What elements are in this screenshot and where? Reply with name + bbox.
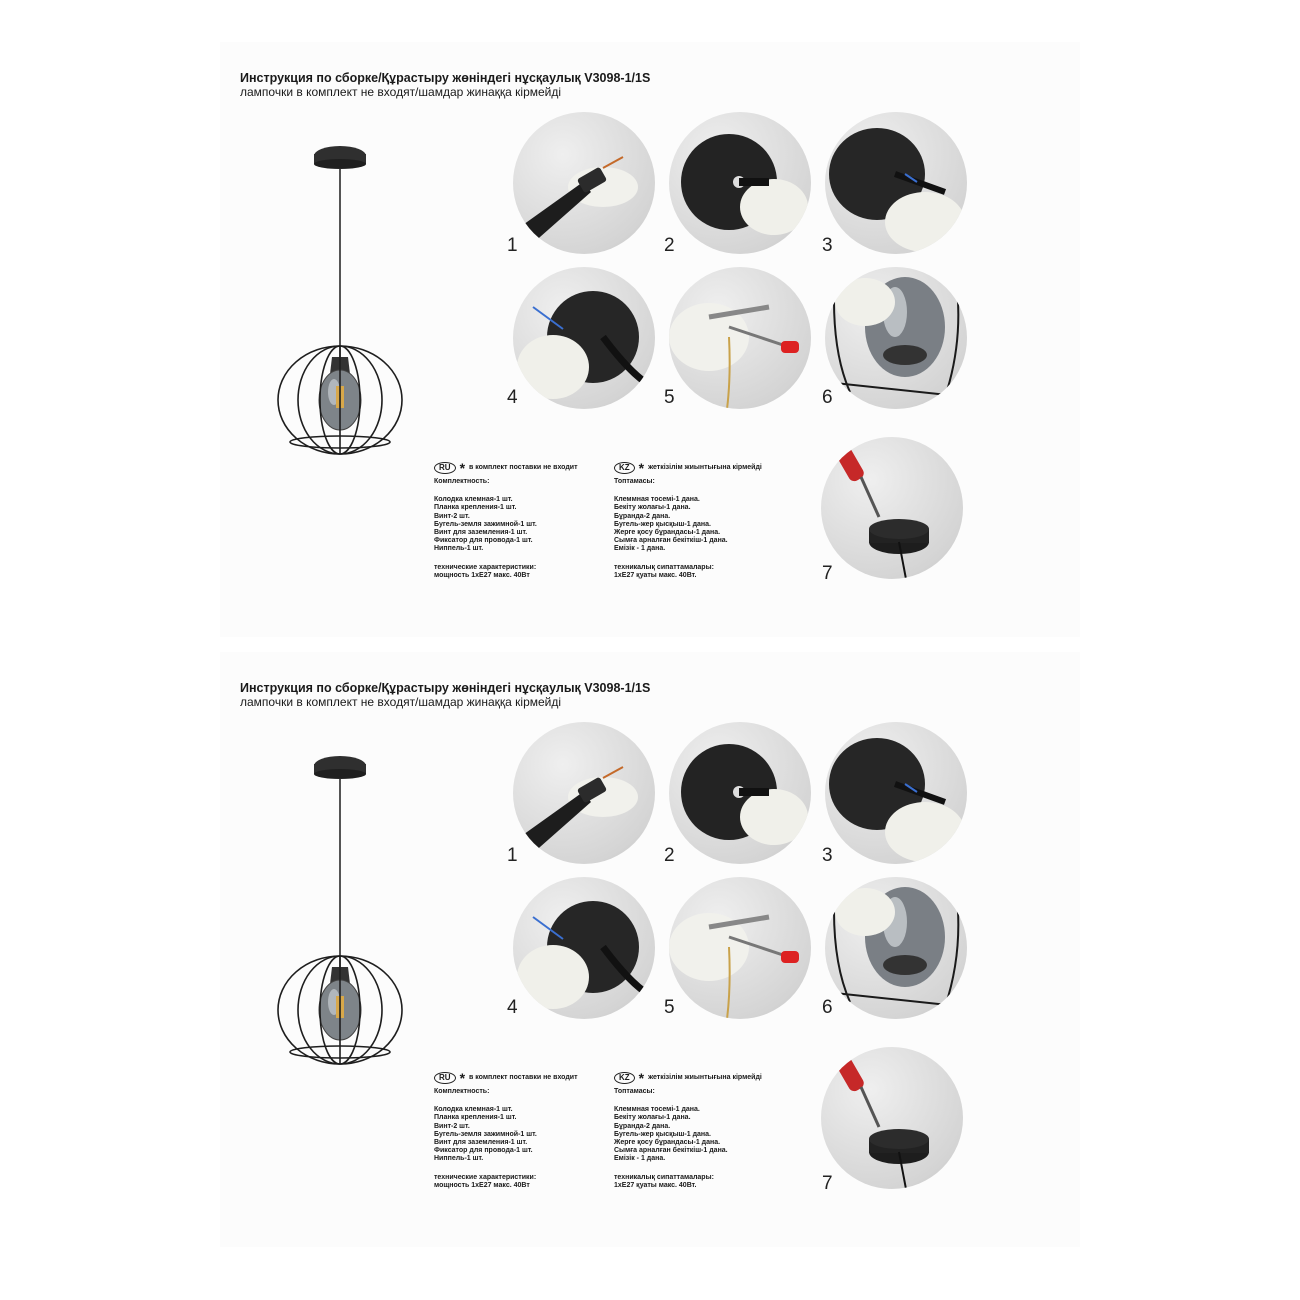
ru-kit-item: Винт для заземления-1 шт. <box>434 529 528 537</box>
step-7-photo <box>821 1047 963 1189</box>
kz-note: жеткізілім жиынтығына кірмейді <box>648 463 762 471</box>
kz-kit-item: Емізік - 1 дана. <box>614 1155 666 1163</box>
kz-header <box>614 462 794 474</box>
kz-kit-item: Бекіту жолағы-1 дана. <box>614 1114 691 1122</box>
kz-kit-item: Жерге қосу бұрандасы-1 дана. <box>614 1139 721 1147</box>
ru-header <box>434 462 604 474</box>
ru-kit-item: Бугель-земля зажимной-1 шт. <box>434 520 537 528</box>
kz-kit-item: Сымға арналған бекіткіш-1 дана. <box>614 537 728 545</box>
ru-kit-item: Ниппель-1 шт. <box>434 545 484 553</box>
ru-kit-item: Винт для заземления-1 шт. <box>434 1139 528 1147</box>
ru-kit-item: Колодка клемная-1 шт. <box>434 1106 513 1114</box>
ru-header <box>434 1072 604 1084</box>
step-7-photo <box>821 437 963 579</box>
kz-header <box>614 1072 794 1084</box>
ru-spec-text: мощность 1хЕ27 макс. 40Вт <box>434 571 530 579</box>
kz-kit-item: Клеммная тосемі-1 дана. <box>614 1106 700 1114</box>
kz-flag-badge: KZ <box>614 462 635 474</box>
ru-kit-item: Винт-2 шт. <box>434 1122 470 1130</box>
step-7-number: 7 <box>822 1173 833 1194</box>
step-2-photo <box>669 722 811 864</box>
step-6-number: 6 <box>822 997 833 1018</box>
step-5-photo <box>669 877 811 1019</box>
kz-spec-heading: техникалық сипаттамалары: <box>614 1173 714 1181</box>
kz-flag-badge: KZ <box>614 1072 635 1084</box>
asterisk-icon: * <box>638 1070 645 1086</box>
step-4-number: 4 <box>507 997 518 1018</box>
ru-note: в комплект поставки не входит <box>469 1073 578 1081</box>
step-4-number: 4 <box>507 387 518 408</box>
step-5-photo <box>669 267 811 409</box>
step-4-photo <box>513 877 655 1019</box>
ru-spec-heading: технические характеристики: <box>434 1173 537 1181</box>
kz-kit-item: Жерге қосу бұрандасы-1 дана. <box>614 529 721 537</box>
kz-kit-heading: Топтамасы: <box>614 478 655 485</box>
sheet-title: Инструкция по сборке/Құрастыру жөніндегі нұсқаулық V3098-1/1S <box>240 681 651 695</box>
step-2-photo <box>669 112 811 254</box>
ru-kit-item: Ниппель-1 шт. <box>434 1155 484 1163</box>
sheet-subtitle: лампочки в комплект не входят/шамдар жинаққа кірмейді <box>240 85 562 99</box>
step-1-photo <box>513 112 655 254</box>
step-3-number: 3 <box>822 235 833 256</box>
kz-kit-item: Бұранда-2 дана. <box>614 1122 671 1130</box>
ru-kit-heading: Комплектность: <box>434 1088 490 1095</box>
kz-kit-item: Емізік - 1 дана. <box>614 545 666 553</box>
ru-kit-item: Планка крепления-1 шт. <box>434 504 517 512</box>
step-1-number: 1 <box>507 235 518 256</box>
ru-kit-heading: Комплектность: <box>434 478 490 485</box>
step-2-number: 2 <box>664 845 675 866</box>
kz-spec-text: 1хЕ27 қуаты макс. 40Вт. <box>614 1181 697 1189</box>
kz-kit-item: Бугель-жер қысқыш-1 дана. <box>614 520 711 528</box>
kz-kit-item: Бекіту жолағы-1 дана. <box>614 504 691 512</box>
asterisk-icon: * <box>459 1070 466 1086</box>
ru-specification <box>434 1072 604 1190</box>
step-5-number: 5 <box>664 997 675 1018</box>
kz-kit-item: Сымға арналған бекіткіш-1 дана. <box>614 1147 728 1155</box>
instruction-sheet-2 <box>220 652 1080 1247</box>
step-1-photo <box>513 722 655 864</box>
ru-kit-item: Колодка клемная-1 шт. <box>434 496 513 504</box>
sheet-title: Инструкция по сборке/Құрастыру жөніндегі нұсқаулық V3098-1/1S <box>240 71 651 85</box>
step-3-number: 3 <box>822 845 833 866</box>
ru-spec-heading: технические характеристики: <box>434 563 537 571</box>
kz-specification <box>614 462 794 580</box>
kz-specification <box>614 1072 794 1190</box>
ru-kit-item: Планка крепления-1 шт. <box>434 1114 517 1122</box>
pendant-lamp-illustration <box>270 142 410 472</box>
ru-kit-item: Бугель-земля зажимной-1 шт. <box>434 1130 537 1138</box>
step-6-number: 6 <box>822 387 833 408</box>
kz-spec-text: 1хЕ27 қуаты макс. 40Вт. <box>614 571 697 579</box>
step-7-number: 7 <box>822 563 833 584</box>
kz-kit-item: Бугель-жер қысқыш-1 дана. <box>614 1130 711 1138</box>
step-5-number: 5 <box>664 387 675 408</box>
step-4-photo <box>513 267 655 409</box>
ru-note: в комплект поставки не входит <box>469 463 578 471</box>
asterisk-icon: * <box>638 460 645 476</box>
sheet-subtitle: лампочки в комплект не входят/шамдар жинаққа кірмейді <box>240 695 562 709</box>
kz-kit-item: Бұранда-2 дана. <box>614 512 671 520</box>
ru-kit-item: Фиксатор для провода-1 шт. <box>434 1147 533 1155</box>
kz-kit-item: Клеммная тосемі-1 дана. <box>614 496 700 504</box>
pendant-lamp-illustration <box>270 752 410 1082</box>
ru-kit-item: Фиксатор для провода-1 шт. <box>434 537 533 545</box>
step-6-photo <box>825 267 967 409</box>
ru-specification <box>434 462 604 580</box>
kz-kit-heading: Топтамасы: <box>614 1088 655 1095</box>
ru-kit-item: Винт-2 шт. <box>434 512 470 520</box>
kz-spec-heading: техникалық сипаттамалары: <box>614 563 714 571</box>
ru-flag-badge: RU <box>434 462 456 474</box>
ru-flag-badge: RU <box>434 1072 456 1084</box>
step-1-number: 1 <box>507 845 518 866</box>
kz-note: жеткізілім жиынтығына кірмейді <box>648 1073 762 1081</box>
step-2-number: 2 <box>664 235 675 256</box>
instruction-sheet-1 <box>220 42 1080 637</box>
step-3-photo <box>825 112 967 254</box>
step-3-photo <box>825 722 967 864</box>
step-6-photo <box>825 877 967 1019</box>
asterisk-icon: * <box>459 460 466 476</box>
ru-spec-text: мощность 1хЕ27 макс. 40Вт <box>434 1181 530 1189</box>
